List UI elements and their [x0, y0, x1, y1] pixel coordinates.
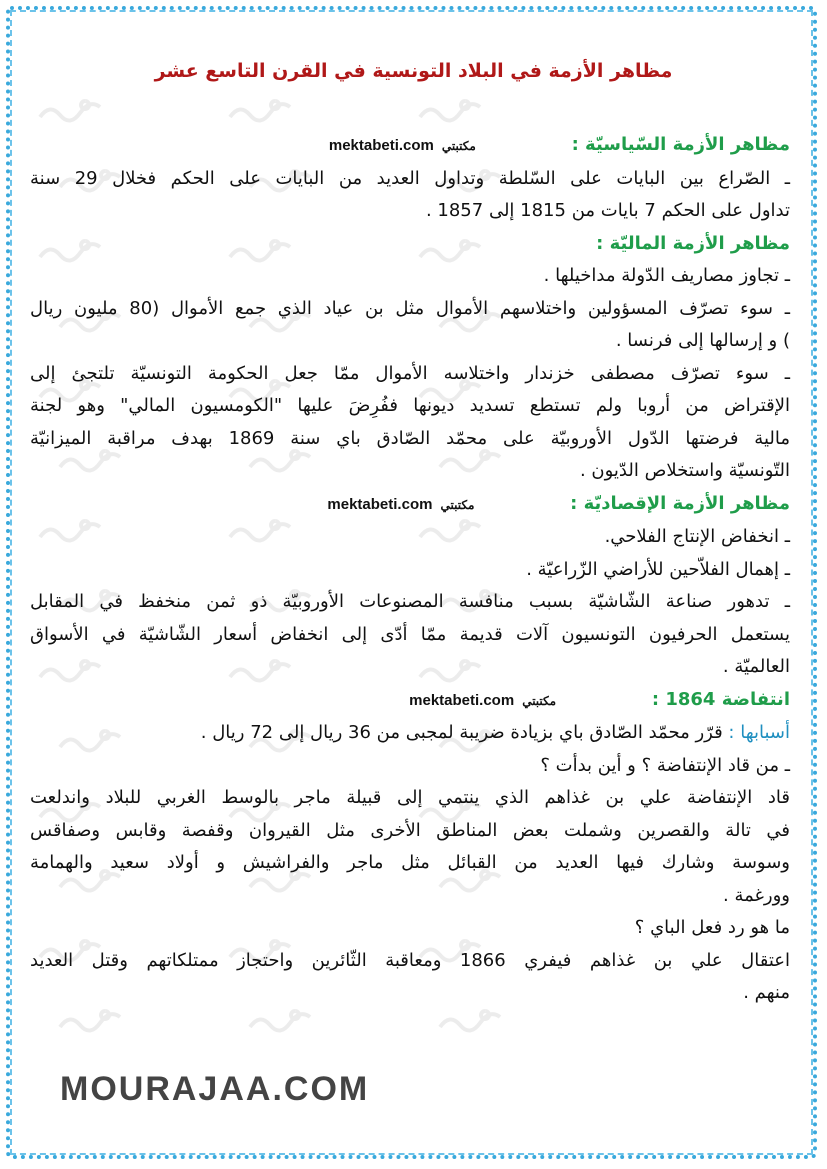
text-line: ـ من قاد الإنتفاضة ؟ و أين بدأت ؟: [540, 754, 790, 776]
text-line: ـ انخفاض الإنتاج الفلاحي.: [604, 526, 790, 547]
logo-watermark-icon: [35, 95, 105, 125]
text-line: ـ سوء تصرّف مصطفى خزندار واختلاسه الأموال ممّا جعل الحكومة التونسيّة تلتجئ إلى: [30, 362, 790, 384]
text-line: ـ سوء تصرّف المسؤولين واختلاسهم الأموال مثل بن عياد الذي جمع الأموال (80 مليون ريال: [30, 297, 790, 319]
text-line: في تالة والقصرين وشملت بعض المناطق الأخرى مثل القيروان وقفصة وقابس وصفاقس: [30, 819, 790, 841]
text-line: ـ الصّراع بين البايات على السّلطة وتداول العديد من البايات على الحكم فخلال 29 سنة: [30, 167, 790, 189]
text-line: ) و إرسالها إلى فرنسا .: [615, 330, 790, 351]
text-line: قاد الإنتفاضة علي بن غذاهم الذي ينتمي إلى قبيلة ماجر بالوسط الغربي للبلاد واندلعت: [30, 787, 790, 808]
text-line: التّونسيّة واستخلاص الدّيون .: [579, 460, 790, 481]
logo-watermark-icon: [415, 95, 485, 125]
logo-watermark-icon: [55, 1005, 125, 1035]
text-line: ـ تدهور صناعة الشّاشيّة بسبب منافسة المصنوعات الأوروبيّة ذو ثمن منخفظ في المقابل: [30, 591, 790, 612]
section-heading-economic: مظاهر الأزمة الإقصاديّة : mektabeti.com مكتبتي: [30, 488, 790, 522]
text-line: ما هو رد فعل الباي ؟: [634, 917, 790, 938]
brand-label: mektabeti.com مكتبتي: [409, 691, 557, 709]
text-line: ـ إهمال الفلاّحين للأراضي الزّراعيّة .: [526, 558, 790, 580]
document-body: [30, 129, 790, 1010]
section-heading-political: مظاهر الأزمة السّياسيّة : mektabeti.com مكتبتي: [30, 129, 790, 163]
section-heading-financial: مظاهر الأزمة الماليّة :: [596, 232, 790, 254]
logo-watermark-icon: [435, 1005, 505, 1035]
text-line: الإقتراض من أروبا ولم تستطع تسديد ديونها ففُرِضَ عليها "الكومسيون المالي" وهو لجنة: [30, 395, 790, 416]
text-line: وسوسة وشارك فيها العديد من القبائل مثل ماجر والفراشيش و أولاد سعيد والهمامة: [30, 852, 790, 873]
section-heading-uprising: انتفاضة 1864 : mektabeti.com مكتبتي: [30, 684, 790, 718]
logo-watermark-icon: [225, 95, 295, 125]
text-line: ـ تجاوز مصاريف الدّولة مداخيلها .: [543, 265, 790, 286]
page-title: مظاهر الأزمة في البلاد التونسية في القرن التاسع عشر: [154, 60, 673, 82]
site-watermark: MOURAJAA.COM: [60, 1070, 370, 1108]
text-line: مالية فرضتها الدّول الأوروبيّة على محمّد الصّادق باي سنة 1869 بهدف مراقبة الميزانيّة: [30, 427, 790, 449]
causes-line: أسبابها : قرّر محمّد الصّادق باي بزيادة ضريبة لمجبى من 36 ريال إلى 72 ريال .: [200, 722, 790, 743]
text-line: يستعمل الحرفيون التونسيون آلات قديمة ممّا أدّى إلى انخفاض أسعار الشّاشيّة في الأسواق: [30, 623, 790, 645]
text-line: منهم .: [743, 982, 790, 1003]
text-line: اعتقال علي بن غذاهم فيفري 1866 ومعاقبة الثّائرين واحتجاز ممتلكاتهم وقتل العديد: [30, 949, 790, 971]
logo-watermark-icon: [245, 1005, 315, 1035]
text-line: العالميّة .: [722, 656, 790, 677]
text-line: تداول على الحكم 7 بايات من 1815 إلى 1857 .: [425, 200, 790, 221]
text-line: وورغمة .: [723, 884, 790, 906]
brand-label: mektabeti.com مكتبتي: [327, 495, 475, 513]
brand-label: mektabeti.com مكتبتي: [328, 137, 476, 154]
